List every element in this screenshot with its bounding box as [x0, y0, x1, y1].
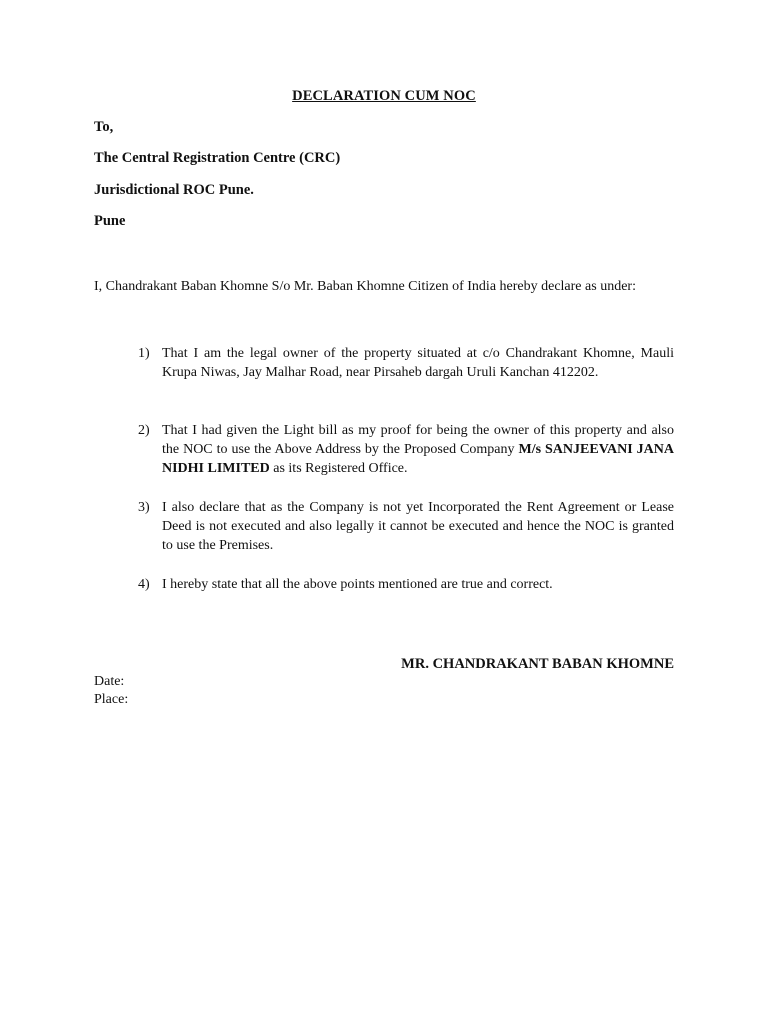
recipient-line-1: The Central Registration Centre (CRC) [94, 150, 341, 166]
signatory-name: MR. CHANDRAKANT BABAN KHOMNE [401, 656, 674, 672]
point-item [94, 575, 674, 594]
point-number: 3) [138, 500, 150, 515]
point-number: 1) [138, 346, 150, 361]
point-number: 2) [138, 423, 150, 438]
point-item [94, 344, 674, 382]
date-label: Date: [94, 674, 125, 689]
point-text-part: That I had given the Light bill as my proof for being the owner of this property and also the NOC to use the Above Address by the Proposed Company [162, 423, 674, 457]
to-line: To, [94, 119, 114, 135]
company-name: M/s SANJEEVANI JANA NIDHI LIMITED [162, 442, 674, 476]
point-number: 4) [138, 577, 150, 592]
point-text: I hereby state that all the above points mentioned are true and correct. [162, 577, 553, 592]
point-text-part: as its Registered Office. [269, 461, 408, 476]
point-item [94, 498, 674, 555]
recipient-line-2: Jurisdictional ROC Pune. [94, 182, 254, 198]
recipient-line-3: Pune [94, 213, 126, 229]
point-text [162, 421, 674, 478]
intro-paragraph: I, Chandrakant Baban Khomne S/o Mr. Baban Khomne Citizen of India hereby declare as under: [94, 279, 636, 294]
point-text: I also declare that as the Company is not yet Incorporated the Rent Agreement or Lease Deed is not executed and also legally it cannot be executed and hence the NOC is granted to use the Premises. [162, 500, 674, 553]
point-text: That I am the legal owner of the property situated at c/o Chandrakant Khomne, Mauli Krupa Niwas, Jay Malhar Road, near Pirsaheb dargah Uruli Kanchan 412202. [162, 346, 674, 380]
document-title: DECLARATION CUM NOC [292, 88, 476, 104]
place-label: Place: [94, 692, 129, 707]
point-item [94, 421, 674, 478]
